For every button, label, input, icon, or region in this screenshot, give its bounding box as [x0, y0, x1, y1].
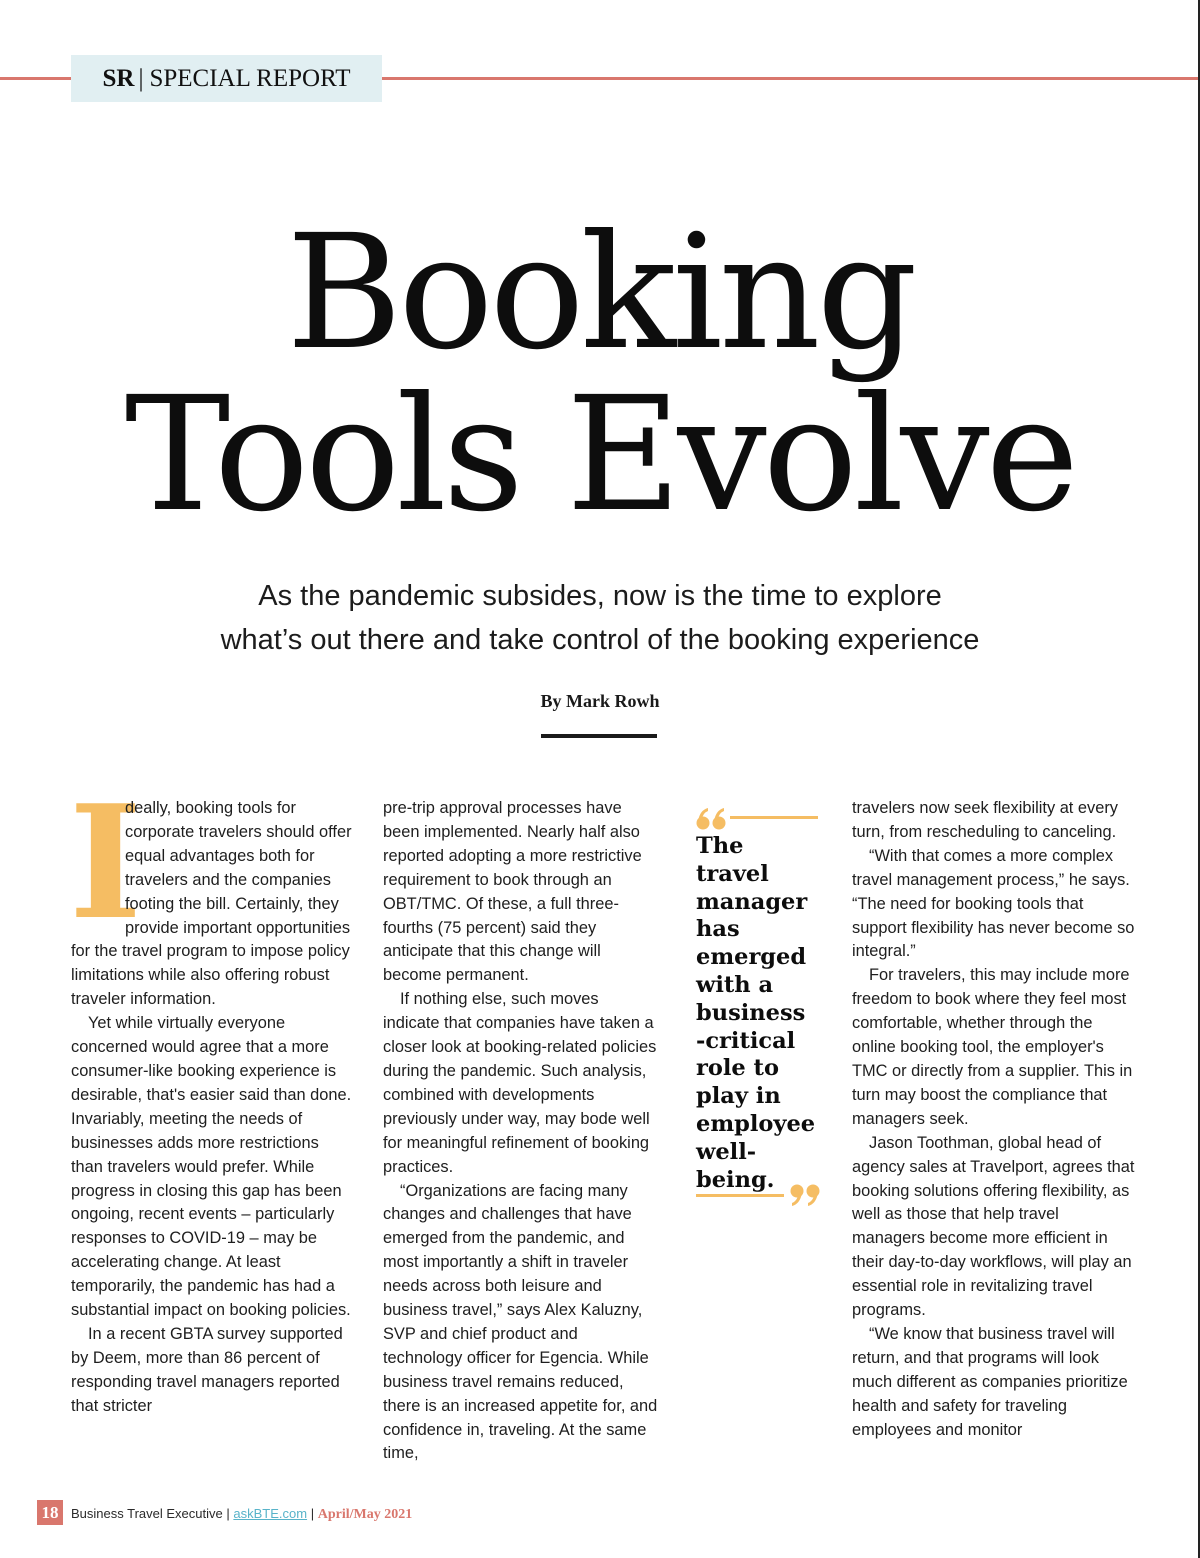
header-rule-right	[382, 77, 1200, 80]
pull-quote-line: emerged	[696, 944, 807, 971]
byline-rule	[541, 734, 657, 738]
deck-line-2: what’s out there and take control of the booking experience	[220, 624, 980, 656]
pull-quote-line: role to	[696, 1055, 779, 1082]
paragraph: “We know that business travel will return, and that programs will look much different as companies prioritize health and safety for traveling employees and monitor	[852, 1324, 1128, 1439]
pull-quote-line: business	[696, 999, 806, 1026]
pull-quote-line: travel	[696, 860, 769, 887]
pull-quote-line: The	[696, 833, 744, 859]
open-quote-icon	[696, 804, 820, 832]
byline: By Mark Rowh	[540, 691, 660, 711]
page-number: 18	[37, 1500, 63, 1525]
pull-quote-line: with a	[696, 971, 774, 998]
paragraph: In a recent GBTA survey supported by Deem, more than 86 percent of responding travel managers reported that stricter	[71, 1324, 343, 1415]
headline-line-2: Tools Evolve	[124, 363, 1076, 547]
paragraph: “Organizations are facing many changes and challenges that have emerged from the pandemic, and most importantly a shift in traveler needs across both leisure and business travel,” says Alex Kaluzny, SVP and chief product and technology officer for Egencia. While business travel remains reduced, there is an increased appetite for, and confidence in, traveling. At the same time,	[383, 1181, 658, 1463]
pull-quote-line: well-being.	[696, 1138, 775, 1193]
section-code: SR	[102, 64, 135, 92]
paragraph: “With that comes a more complex travel management process,” he says. “The need for booking tools that support flexibility has never become so integral.”	[852, 846, 1135, 961]
pull-quote-line: manager	[696, 888, 808, 915]
footer-separator: |	[226, 1506, 230, 1521]
close-quote-icon	[696, 1182, 820, 1210]
subtitle	[100, 574, 1100, 662]
website-link[interactable]: askBTE.com	[233, 1506, 308, 1521]
deck-line-1: As the pandemic subsides, now is the time to explore	[258, 580, 942, 612]
footer-separator: |	[310, 1506, 315, 1521]
headline-line-1: Booking	[286, 201, 914, 385]
article-column-2	[383, 797, 658, 1466]
paragraph: Yet while virtually everyone concerned would agree that a more consumer-like booking experience is desirable, that's easier said than done. Invariably, meeting the needs of businesses adds more restrictions than travelers would prefer. While progress in closing this gap has been ongoing, recent events – particularly responses to COVID-19 – may be accelerating change. At least temporarily, the pandemic has had a substantial impact on booking policies.	[71, 1014, 352, 1320]
pull-quote-line: -critical	[696, 1027, 796, 1054]
section-tab	[71, 55, 382, 102]
paragraph: Jason Toothman, global head of agency sales at Travelport, agrees that booking solutions offering flexibility, as well as those that help travel managers become more efficient in their day-to-day workflows, will play an essential role in revitalizing travel programs.	[852, 1133, 1135, 1320]
paragraph: If nothing else, such moves indicate that companies have taken a closer look at booking-related policies during the pandemic. Such analysis, combined with developments previously under way, may bode well for meaningful refinement of booking practices.	[383, 990, 657, 1176]
article-column-1	[69, 771, 353, 1419]
dropcap: I	[69, 771, 142, 954]
pull-quote	[696, 833, 826, 1194]
paragraph: travelers now seek flexibility at every turn, from rescheduling to canceling.	[852, 799, 1118, 841]
issue-date: April/May 2021	[317, 1507, 413, 1522]
section-name: SPECIAL REPORT	[149, 64, 351, 92]
pull-quote-line: has	[696, 916, 740, 943]
section-separator: |	[138, 64, 144, 92]
paragraph: For travelers, this may include more freedom to book where they feel most comfortable, whether through the online booking tool, the employer's TMC or directly from a supplier. This in turn may boost the compliance that managers seek.	[852, 966, 1133, 1128]
page-title	[0, 201, 1200, 547]
publication-name: Business Travel Executive	[71, 1506, 223, 1521]
pull-quote-line: play in	[696, 1083, 781, 1110]
article-column-3	[852, 797, 1136, 1442]
footer	[71, 1506, 412, 1523]
header-rule-left	[0, 77, 72, 80]
paragraph: pre-trip approval processes have been implemented. Nearly half also reported adopting a more restrictive requirement to book through an OBT/TMC. Of these, a full three-fourths (75 percent) said they anticipate that this change will become permanent.	[383, 799, 642, 985]
pull-quote-line: employee	[696, 1110, 816, 1137]
paragraph: deally, booking tools for corporate travelers should offer equal advantages both for travelers and the companies footing the bill. Certainly, they provide important opportunities for the travel program to impose policy limitations while also offering robust traveler information.	[71, 799, 352, 1009]
